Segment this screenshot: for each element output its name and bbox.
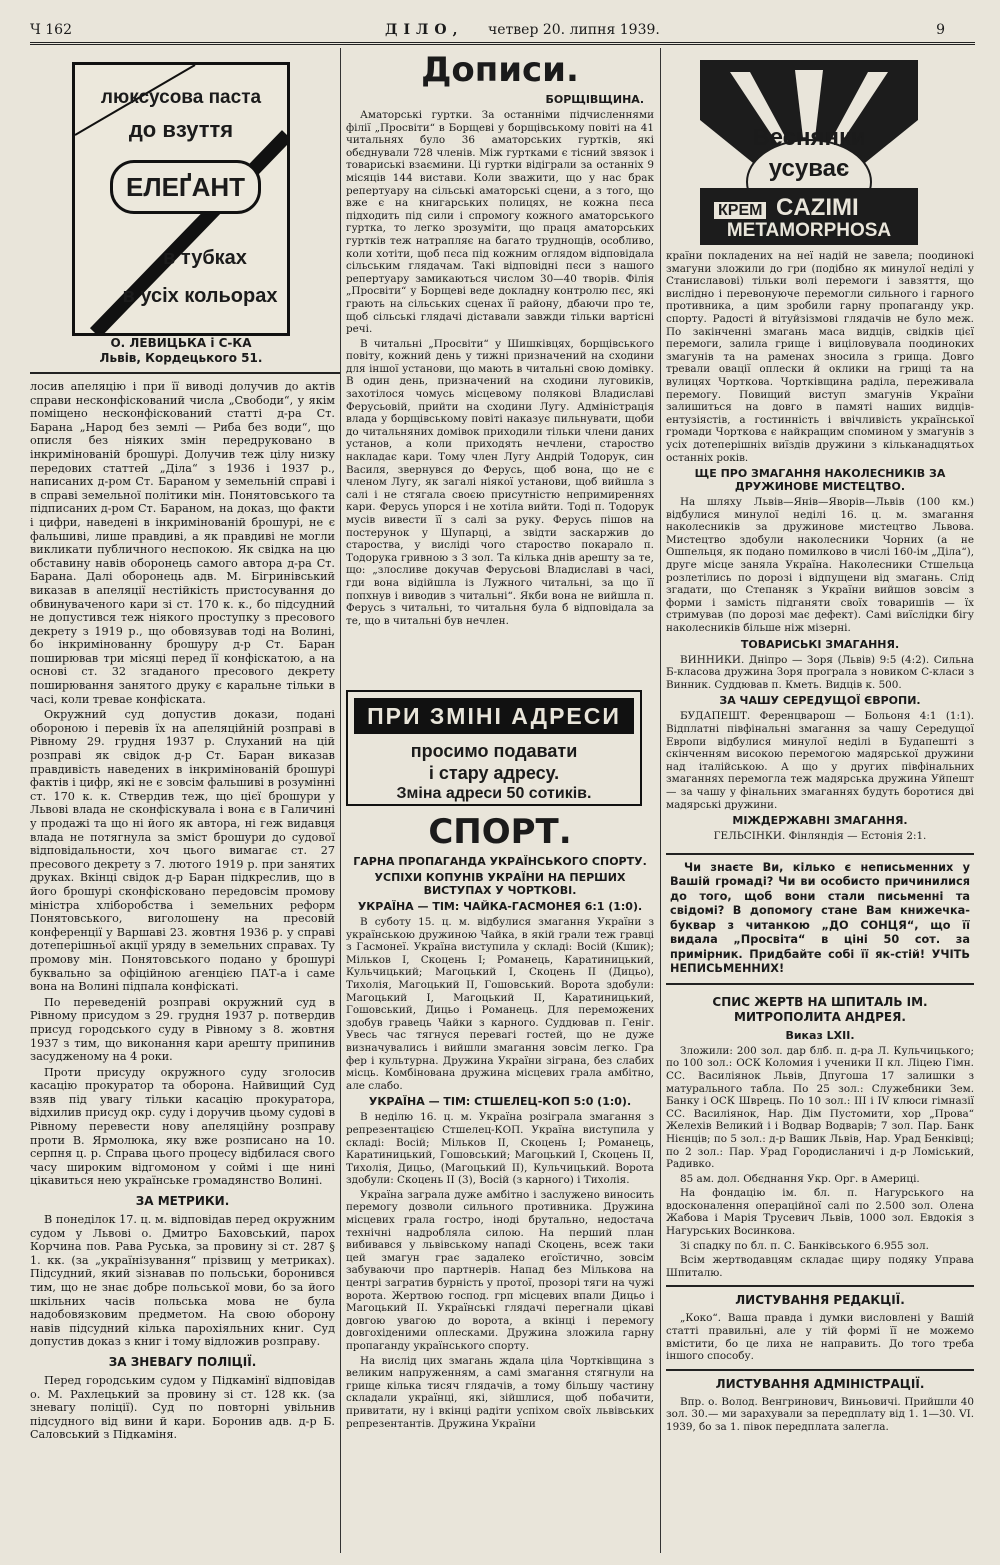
banner-line-3: і стару адресу.: [428, 763, 560, 783]
paper-name: ДІЛО,: [385, 22, 464, 38]
address-change-banner: [346, 690, 642, 806]
ad-line-4: в усіх кольорах: [122, 285, 278, 307]
cream-brand-2: METAMORPHOSA: [726, 220, 892, 241]
donations-text-5: Всім жертводавцям складає щиру подяку Управа Шпиталю.: [666, 1254, 974, 1279]
ad-address: Львів, Кордецького 51.: [99, 351, 263, 365]
divider-1: [340, 48, 341, 1553]
sport-para-1: В суботу 15. ц. м. відбулися змагання України з українською дружиною Чайка, в якій грали теж гравці з Гасмонеї. Україна виступила у складі: Восій (Кшик); Мільков I, Скоцень I; Романець, Каратиницький, Кульчицький; Магоцький I, Скоцень II (Дицьо), Тихолія, Магоцький II, Гошовський. Ворота здобули: Магоцький I, Магоцький II, Каратиницький, Гошовський, Дицьо і Романець. Для переможених здобув гравець Чайки з карного. Суддював п. Геніг. Увесь час тягнуся перевагі гостей, що не дуже визначувались і вийшли змагання зовсім легко. Гра фер і культурна. Дружина України зіграна, без слабих місць. Комбінована дружина місцевих грала амбітно, але слабо.: [346, 916, 654, 1092]
issue-date: четвер 20. липня 1939.: [488, 22, 660, 38]
literacy-notice: Чи знаєте Ви, кілько є неписьменних у Вашій громаді? Чи ви особисто причинилися до того, щоб вони стали письменні та свідомі? В допомогу стане Вам книжечка-буквар з читанкою „ДО СОНЦЯ“, що її видала „Просвіта“ в ціні 50 сот. за примірник. Придбайте собі її як-стій! УЧІТЬ НЕПИСЬМЕННИХ!: [666, 853, 974, 985]
sport-para-3: Україна заграла дуже амбітно і заслужено виносить перемогу дозволи сильного противника. Дружина місцевих грала гостро, іноді брутально, недостача технічні надробляла силою. На перший план вибивався у львівському нападі Скоцень, всеж таки цей змагун грає задалеко егоїстично, зовсім забуваючи про партнерів. Напад без Мількова на центрі загратив бурність у протої, прозорі тяги на чужі ворота. Жертвою господ. грп місцевих впали Дицьо і Магоцький II. Українські глядачі перегнали цікаві довгою увагою до ворота, а вкінці і перемогу довгохіденими оплесками. Дружина зложила гарну пропаганду українського спорту.: [346, 1188, 654, 1352]
sport-heading-2: УСПІХИ КОПУНІВ УКРАЇНИ НА ПЕРШИХ ВИСТУПАХ У ЧОРТКОВІ.: [374, 871, 626, 897]
heading-friendly: ТОВАРИСЬКІ ЗМАГАННЯ.: [740, 637, 900, 651]
cup-text: БУДАПЕШТ. Ференцварош — Больоня 4:1 (1:1). Відплатні півфінальні змагання за чашу Середущої Европи відбулися минулої неділі в Будапешті з скінченням високою перемогою мадярської дружини над італійською. А що у других півфінальних змаганнях перемогла теж мадярська дружина Уйпешт — за чашу у фінальних змаганнях будуть боротися дві мадярські дружини.: [666, 710, 974, 811]
sport-para-2: В неділю 16. ц. м. Україна розіграла змагання з репрезентацією Стшелец-КОП. Україна виступила у складі: Восій; Мільков II, Скоцень I; Романець, Каратиницький, Гошовський; Магоцький I, Скоцень II, Тихолія, Дицьо, (Магоцький II), Кульчицький. Ворота здобули: Скоцень II (3), Восій (з карного) і Тихолія.: [346, 1111, 654, 1187]
sport-heading-4: УКРАЇНА — ТІМ: СТШЕЛЕЦ-КОП 5:0 (1:0).: [368, 1095, 632, 1109]
column-3: [666, 250, 974, 1552]
banner-line-2: просимо подавати: [410, 741, 578, 761]
cream-brand-line: [714, 194, 914, 222]
dopysy-title: Дописи.: [421, 50, 579, 90]
donations-text-3: На фондацію ім. бл. п. Нагурського на вдосконалення операційної салі по 2.500 зол. Олена Жабова і Марія Трусевич Львів, 1000 зол. Евдокія з Нагурських Восинкова.: [666, 1187, 974, 1238]
col1-divider: [30, 372, 340, 374]
col1-para-3: По переведеній розправі окружний суд в Рівному присудом з 29. грудня 1937 р. потвердив присуд городського суду в Рівному з 8. жовтня 1937 з тим, що виконання кари арешту припинив засудженому на 4 роки.: [30, 995, 335, 1064]
international-text: ГЕЛЬСІНКИ. Фінляндія — Естонія 2:1.: [713, 830, 927, 843]
sport-title: СПОРТ.: [428, 812, 572, 852]
heading-cyclists: ЩЕ ПРО ЗМАГАННЯ НАКОЛЕСНИКІВ ЗА ДРУЖИНОВЕ МИСТЕЦТВО.: [694, 467, 946, 494]
heading-international: МІЖДЕРЖАВНІ ЗМАГАННЯ.: [732, 814, 908, 828]
page-number: 9: [936, 22, 945, 38]
cyclists-text: На шляху Львів—Янів—Яворів—Львів (100 км.) відбулися минулої неділі 16. ц. м. змагання наколесників за дружинове мистецтво Львова. Мистецтво здобули наколесники Чорних (а не Ошпельця, як подано помилково в числі 160-ім „Діла“), друге місце заняла Україна. Наколесники Стшельца розлетілись по дорозі і відпущени від змагань. Слід згадати, що Степаняк з України вийшов зовсім з форми і замість підганяти своїх товаришів — їх стримував (по дорозі має дефект). Самі виїслідки бігу наколесників більше ніж мізерні.: [666, 496, 974, 635]
cream-brand-prefix: КРЕМ: [714, 202, 766, 219]
ad-company: О. ЛЕВИЦЬКА і С-КА: [110, 336, 252, 350]
banner-line-4: Зміна адреси 50 сотиків.: [396, 785, 592, 802]
polici-text: Перед городським судом у Підкамінї відповідав о. М. Рахлецький за провину зі ст. 128 кк. (за зневагу поліції). Суд по повторні увільнив підсудного від вини й кари. Боронив адв. д-р Б. Саловський з Підкаміня.: [30, 1373, 335, 1442]
banner-title: ПРИ ЗМІНІ АДРЕСИ: [354, 698, 634, 734]
cream-ad: [700, 60, 918, 245]
heading-metryky: ЗА МЕТРИКИ.: [135, 1194, 230, 1209]
page-header: [30, 20, 975, 45]
dopysy-para-2: В читальні „Просвіти“ у Шишківцях, борщівського повіту, кожний день у тижні призначений на сходини для іншої установи, що мають в читальні свою домівку. В один день, призначений на сходини луговиків, захотілося чомусь місцевому полякові Владиславі Ферусьовій, прийти на сходини Лугу. Адміністрація влада у борщівському повіті наказує пильнувати, щоби до читальняних домівок приходили тільки члени даних установ, а коли приходять нечлени, староство накладає кари. Тому член Лугу Андрій Тодорук, син Василя, звернувся до Ферусь, щоб вона, що не є членом Лугу, як загалі ніякої установи, щоб вийшла з салі і не стягала своєю присутністю непримиреннях кари. Ферусь упорся і не хотіла вийти. Тоді п. Тодорук мусів вивести її з салі за руку. Ферусь пішов на постерунок у Шупарці, а звідти заскаржив до староства, у висліді чого староство покарало п. Тодорука гривною з 3 зол. Та кілька днів арешту за те, що: „злосливе докучав Ферусьові Владиславі в часі, гди вона відійшла із Лужного читальні, за що її попхнув і виводив з читальні“. Якби вона не вийшла п. Ферусь з читальні, то читальня була б відповідала за те, що в читальні був нечлен.: [346, 337, 654, 627]
ad-line-3: в тубках: [163, 247, 247, 269]
page-ref: Ч 162: [30, 22, 72, 38]
ad-brand: ЕЛЕҐАНТ: [110, 160, 261, 214]
col1-para-2: Окружний суд допустив докази, подані обороною і перевів їх на апеляційній розправі в Рівному 29. грудня 1937 р. Слуханий на цій розправі як свідок д-р Ст. Баран виказав правдивість наведених в інкримінованій брошурі фактів і цифр, які не є зовсім фальшиві в розумінні ст. 170 к. к. Ствердив теж, що цієї брошури у Львові влада не сконфіскувала і вона є в Галичині у продажі та що ні його як автора, ні геж видавця влада не потягнула за зміст брошури до судової відповідальности, хоч цього вимагає ст. 27 пресового декрету з 7. лютого 1919 р. при занятих друках. Вкінці свідок д-р Баран підкреслив, що в його брошурі сконфісковано передовсім промову міністра хліборобства і земельних реформ Понятовського, виголошену на пресовій конференції у Варшаві 23. жовтня 1936 р. у справі дотеперішньої акції уряду в земельних справах. Ту промову мін. Понятовського подано у брошурі буквально за офіційною агенцією ПАТ-а і саме вона на Волині підпала конфіскаті.: [30, 708, 335, 994]
donations-text-2: 85 ам. дол. Обєднання Укр. Орг. в Америці.: [680, 1172, 920, 1185]
dopysy-para-1: Аматорські гуртки. За останніми підчисленнями філії „Просвіти“ в Борщеві у борщівському повіті на 41 читальнях було 36 аматорських гуртків, які обєднували 728 членів. Між гуртками є тісний звязок і товариські взаємини. Ці гуртки відіграли за останніх 9 місяців 144 вистави. Коли зважити, що у нас брак репертуару на сільські аматорські сцени, а з того, що вже є на книгарських полицях, не кожна пєса підходить під сили і спромогу кожного аматорського гуртка, то легко зрозуміти, що праця аматорських гуртків теж натрапляє на багато труднощів, особливо, коли хотіти, щоб пєса під кожним оглядом відповідала сільським глядачам. Такі відповідні пєси з нашого репертуару замикаються числом 30—40 творів. Філія „Просвіти“ у Борщеві веде докладну контролю пєс, які грають на сільських сценах її району, дбаючи про те, щоб сільські глядачі діставали завжди тільки вартісні речі.: [346, 109, 654, 336]
ad-line-2: до взуття: [128, 117, 234, 142]
editorial-text: „Коко“. Ваша правда і думки висловлені у Вашій статті правильні, але у тій формі її не можемо вмістити, бо це лиха не направить. До того треба іншого способу.: [666, 1312, 974, 1363]
sport-para-4: На вислід цих змагань ждала ціла Чортківщина з великим напруженням, а самі змагання стягнули на грище кілька тисяч глядачів, а тому більшу частину складали українці, які, зійшлися, щоб побачити, привитати, ну і вкінці радіти успіхом своїх львівських репрезентантів. Дружина України: [346, 1354, 654, 1430]
sport-heading-1: ГАРНА ПРОПАГАНДА УКРАЇНСЬКОГО СПОРТУ.: [353, 855, 647, 868]
heading-polici: ЗА ЗНЕВАГУ ПОЛІЦІЇ.: [108, 1354, 257, 1369]
cream-line-2: усуває: [768, 155, 850, 182]
heading-administration: ЛИСТУВАННЯ АДМІНІСТРАЦІЇ.: [666, 1369, 974, 1392]
column-2-sport: [346, 812, 654, 1552]
heading-donations: СПИС ЖЕРТВ НА ШПИТАЛЬ ІМ. МИТРОПОЛИТА АНДРЕЯ.: [712, 994, 928, 1024]
ad-line-1: люксусова паста: [100, 87, 262, 108]
administration-text: Впр. о. Волод. Венгринович, Виньовичі. Прийшли 40 зол. 30.— ми зарахували за передплату від 1. 1—30. VI. 1939, бо за 1. півок передплата залегла.: [666, 1395, 974, 1433]
donations-subheading: Виказ LXII.: [785, 1028, 855, 1042]
column-1: [30, 380, 335, 1550]
sport-heading-3: УКРАЇНА — ТІМ: ЧАЙКА-ГАСМОНЕЯ 6:1 (1:0).: [357, 900, 643, 913]
cream-line-1: Веснянки: [752, 124, 866, 151]
col1-para-4: Проти присуду окружного суду зголосив касацію прокуратор та оборона. Найвищий Суд взяв під увагу тільки касацію прокуратора, відхилив присуд окр. суду і доручив цьому судові в Рівному перевести нову апеляційну розправу проти В. Ярмолюка, яку вже розписано на 10. серпня ц. р. Справа цього процесу відбилася свого часу широким відгомоном у соймі і ще нині цікавиться нею українське громадянство Волині.: [30, 1065, 335, 1188]
ad-company-block: [72, 336, 290, 366]
divider-2: [660, 48, 661, 1553]
col1-para-1: лосив апеляцію і при її виводі долучив до актів справи несконфіскований числа „Свободи“, у якім поміщено несконфіскований статті д-ра Ст. Барана „Народ без землі — Риба без води“, що описля без ніяких змін передруковано в інкримінованій брошурі. Долучив теж цілу низку передових статтей „Діла“ з 1936 і 1937 р., написаних д-ром Ст. Бараном у земельній справі і в справі земельної політики мін. Понятовського та підписаних д-ром Ст. Бараном, на доказ, що факти і цифри, наведені в інкримінованій брошурі, не є фальшиві, лише правдиві, а як правдиві не могли викликати публичного неспокою. Як свідка на цю обставину навів оборонець самого автора д-ра Ст. Барана. Далі оборонець адв. М. Бігринівський виказав в апеляції нестійкість пристосування до обвинуваченого кари зі ст. 170 к. к., бо підсудний не допустився теж ніякого проступку з пресового декрету з 1919 р., що обовязував тоді на Волині, бо інкримінованну брошуру д-р Ст. Баран поширював три місяці перед її конфіскатою, а на основі ст. 32 згаданого пресового декрету поширювання занятого друку є каральне тільки в часі, коли тревае конфіската.: [30, 380, 335, 706]
cream-brand: CAZIMI: [776, 194, 859, 221]
donations-text-4: Зі спадку по бл. п. С. Банківського 6.955 зол.: [680, 1239, 929, 1252]
dopysy-place: БОРЩІВЩИНА.: [545, 93, 644, 106]
donations-text: Зложили: 200 зол. дар блб. п. д-ра Л. Кульчицького; по 100 зол.: ОСК Коломия і ученики II кл. Лiцею Гімн. СС. Василіянок Львів, Дпугоша 17 залишки з матурального табла. По 25 зол.: Служебники Зем. Банку і ОСК Шврець. По 10 зол.: III і IV клюси гімназії СС. Василіянок, Нар. Дім Пустомити, хор „Прова“ Желехів Великий і і Водвар Водварів; 7 зол. Пар. Банк Нієнців; по 5 зол.: д-р Вашик Львів, Нар. Урад Бенківці; по 2 зол.: Пар. Урад Городисланичі і д-р Ломіський, Радивко.: [666, 1044, 974, 1171]
shoe-paste-ad: [72, 62, 290, 336]
heading-cup: ЗА ЧАШУ СЕРЕДУЩОЇ ЄВРОПИ.: [719, 694, 921, 708]
column-2-top: [346, 50, 654, 682]
sport-continuation: країни покладених на неї надій не завела; поодинокі змагуни зложили до гри (подібно як минулої неділі у Станиславові) тільки волі перемоги і завзяття, що вислідно і перевонуюче перемогли сильного і гарного противника, а цим зробили гарну пропаганду укр. спорту. Радості й вітуйзізмові глядачів не було меж. По закінченні змагань маса видців, свідків цієї перемоги, залила грище і виціловувала поодиноких змагунів та на раменах зносила з грища. Довго тревали овації оплески й оклики на грищі та на вулицях Чорткова. Чортківщина раділа, переживала перемогу. Повищий виступ змагунів України залишиться на довго в памяті наших видців-ентузіястів, а гостинність і ввічливість української громади Чорткова є найкращим спомином у змагунів з усіх дотеперішніх виїздів дружини з кільканадцятьох останніх років.: [666, 250, 974, 464]
heading-editorial: ЛИСТУВАННЯ РЕДАКЦІЇ.: [666, 1285, 974, 1308]
metryky-text: В понеділок 17. ц. м. відповідав перед окружним судом у Львові о. Дмитро Баховський, парох Корчина пов. Рава Руська, за провину зі ст. 287 § 1. кк. (за „українізування“ прізвищ у метриках). Підсудний, який зізнавав по польськи, боронився тим, що не знає добре польської мови, бо за його шкільних часів польська мова не була надобовязковим предметом. На свою оборону навів підсудний кілька парохіяльних книг. Суд допустив доказ з книг і тому відложив розправу.: [30, 1213, 335, 1349]
friendly-text: ВИННИКИ. Дніпро — Зоря (Львів) 9:5 (4:2). Сильна Б-класова дружина Зоря програла з новиком С-класи з Винник. Суддював п. Кметь. Видців к. 500.: [666, 653, 974, 691]
